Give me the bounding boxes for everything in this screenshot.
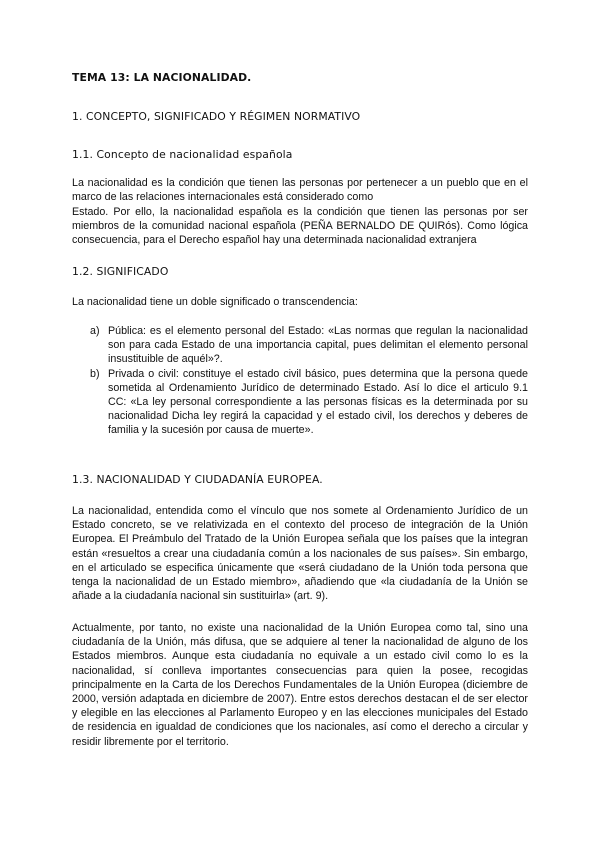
section-1-3-paragraph-2: Actualmente, por tanto, no existe una nacionalidad de la Unión Europea como tal, sino una ciudadanía de la Unión, más difusa, que se adquiere al tener la nacionalidad de alguno de los Estados miembros. Aunque esta ciudadanía no equivale a un estado civil como lo es la nacionalidad, sí conlleva importantes consecuencias para quien la posee, recogidas principalmente en la Carta de los Derechos Fundamentales de la Unión Europea (diciembre de 2000, versión adaptada en diciembre de 2007). Entre estos derechos destacan el de ser elector y elegible en las elecciones al Parlamento Europeo y en las elecciones municipales del Estado de residencia en igualdad de condiciones que los nacionales, así como el derecho a circular y residir libremente por el territorio.: [72, 622, 528, 748]
document-title: TEMA 13: LA NACIONALIDAD.: [72, 71, 252, 84]
section-1-heading: 1. CONCEPTO, SIGNIFICADO Y RÉGIMEN NORMATIVO: [72, 110, 361, 123]
significance-list: [90, 324, 528, 438]
list-item-public: [90, 324, 528, 367]
list-item-text: Pública: es el elemento personal del Estado: «Las normas que regulan la nacionalidad son para cada Estado de una importancia capital, pues delimitan el elemento personal insustituible de aquél»?.: [108, 325, 528, 366]
list-item-text: Privada o civil: constituye el estado civil básico, pues determina que la persona quede sometida al Ordenamiento Jurídico de determinado Estado. Así lo dice el articulo 9.1 CC: «La ley personal correspondiente a las personas físicas es la determinada por su nacionalidad Dicha ley regirá la capacidad y el estado civil, los derechos y deberes de familia y la sucesión por causa de muerte».: [108, 367, 528, 437]
section-1-1-heading: 1.1. Concepto de nacionalidad española: [72, 148, 293, 161]
section-1-3-paragraph-1: La nacionalidad, entendida como el vínculo que nos somete al Ordenamiento Jurídico de un Estado concreto, se ve relativizada en el contexto del proceso de integración de la Unión Europea. El Preámbulo del Tratado de la Unión Europea señala que los países que la integran están «resueltos a crear una ciudadanía común a los nacionales de sus países». Sin embargo, en el articulado se especifica únicamente que «será ciudadano de la Unión toda persona que tenga la nacionalidad de un Estado miembro», añadiendo que «la ciudadanía de la Unión se añade a la ciudadanía nacional sin sustituirla» (art. 9).: [72, 505, 528, 603]
section-1-1-paragraph-1: La nacionalidad es la condición que tienen las personas por pertenecer a un pueblo que en el marco de las relaciones internacionales está considerado como: [72, 177, 528, 204]
section-1-1-paragraph-2: Estado. Por ello, la nacionalidad española es la condición que tienen las personas por ser miembros de la comunidad nacional española (PEÑA BERNALDO DE QUIRós). Como lógica consecuencia, para el Derecho español hay una determinada nacionalidad extranjera: [72, 206, 528, 247]
section-1-2-intro: La nacionalidad tiene un doble significado o transcendencia:: [72, 296, 358, 308]
list-marker: b): [90, 367, 100, 380]
section-1-3-heading: 1.3. NACIONALIDAD Y CIUDADANÍA EUROPEA.: [72, 473, 323, 486]
list-item-private: [90, 367, 528, 438]
list-marker: a): [90, 325, 100, 337]
section-1-2-heading: 1.2. SIGNIFICADO: [72, 265, 169, 278]
